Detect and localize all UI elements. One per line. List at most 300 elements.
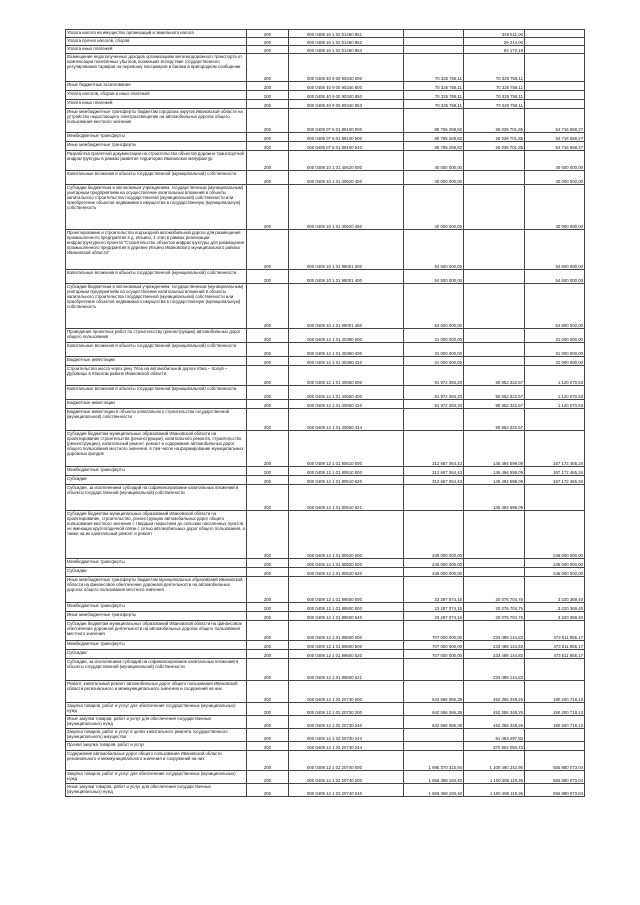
row-budget-code: 000 0409 07 6 01 89100 000 — [289, 109, 404, 133]
row-approved: 70 325 758,11 — [404, 82, 464, 91]
row-budget-code: 000 0409 10 1 01 40620 460 — [289, 185, 404, 230]
row-unexecuted — [525, 30, 585, 38]
table-row — [66, 476, 585, 485]
row-description: Субсидии бюджетам муниципальных образований Ивановской области на проектирование, строительство, реконструкцию автомобильных дорог общего пользования местного значения с твердым покрытием до сельских населенных пунктов, не имеющих круглогодичной связи с сетью автомобильных дорог общего пользования, а также на их капитальный ремонт и ремонт — [66, 511, 247, 559]
row-executed: 233 488 144,83 — [464, 621, 525, 641]
table-row — [66, 559, 585, 568]
row-description: Уплата прочих налогов, сборов — [66, 38, 247, 46]
row-description: Межбюджетные трансферты — [66, 559, 247, 568]
table-row — [66, 659, 585, 681]
row-line-code: 200 — [247, 577, 289, 603]
row-line-code: 200 — [247, 329, 289, 343]
row-approved: 31 000 000,00 — [404, 343, 464, 357]
row-executed: 370 902 050,43 — [464, 742, 525, 751]
row-description: Закупка товаров, работ и услуг для обеспечения государственных (муниципальных) нужд — [66, 771, 247, 784]
row-executed: 145 494 599,09 — [464, 485, 525, 511]
row-budget-code: 000 0409 12 1 01 89500 500 — [289, 603, 404, 612]
row-unexecuted — [525, 82, 585, 91]
row-description: Субсидии бюджетам муниципальных образований Ивановской области на проектирование строительства (реконструкции), капитального ремонта, строительство (реконструкцию), капитальный ремонт, ремонт и содержание автомобильных дорог общего пользования местного значения, в том числе на формирование муниципальных дорожных фондов — [66, 431, 247, 467]
row-description: Субсидии, за исключением субсидий на софинансирование капитальных вложений в объекты государственной (муниципальной) собственности — [66, 485, 247, 511]
row-unexecuted: 167 172 465,34 — [525, 467, 585, 476]
row-line-code: 200 — [247, 621, 289, 641]
row-unexecuted — [525, 409, 585, 431]
row-line-code: 200 — [247, 171, 289, 185]
row-budget-code: 000 0409 12 1 01 89500 540 — [289, 612, 404, 621]
row-executed — [464, 511, 525, 559]
row-executed: 233 488 144,83 — [464, 641, 525, 650]
table-row — [66, 82, 585, 91]
row-approved: 31 000 000,00 — [404, 329, 464, 343]
row-unexecuted: 473 511 855,17 — [525, 641, 585, 650]
row-line-code: 200 — [247, 641, 289, 650]
row-budget-code: 000 0409 12 1 01 89500 000 — [289, 577, 404, 603]
row-line-code: 200 — [247, 54, 289, 82]
row-budget-code: 000 0409 12 1 01 40650 410 — [289, 400, 404, 409]
row-unexecuted: 54 716 558,27 — [525, 142, 585, 151]
table-row — [66, 409, 585, 431]
row-executed: 1 100 488 119,36 — [464, 784, 525, 797]
row-line-code: 200 — [247, 366, 289, 386]
row-unexecuted — [525, 91, 585, 100]
row-unexecuted: 245 000 000,00 — [525, 568, 585, 577]
row-description: Капитальные вложения в объекты государственной (муниципальной) собственности — [66, 386, 247, 400]
row-line-code: 200 — [247, 485, 289, 511]
row-executed: 20 076 704,76 — [464, 577, 525, 603]
row-unexecuted: 40 000 000,00 — [525, 185, 585, 230]
row-budget-code: 000 0409 10 1 01 98001 460 — [289, 284, 404, 329]
row-line-code: 200 — [247, 343, 289, 357]
table-row — [66, 467, 585, 476]
row-unexecuted: 31 000 000,00 — [525, 343, 585, 357]
row-budget-code: 000 0408 40 9 00 90340 850 — [289, 91, 404, 100]
table-row — [66, 185, 585, 230]
row-executed: 452 355 348,26 — [464, 681, 525, 703]
row-description: Возмещение недополученных доходов организациям железнодорожного транспорта от компенсации понесённых убытков, возникших вследствие государственного регулирования тарифов на перевозку пассажиров и багажа в пригородном сообщении — [66, 54, 247, 82]
table-row — [66, 100, 585, 109]
row-line-code: 200 — [247, 729, 289, 742]
row-unexecuted: 555 880 073,04 — [525, 751, 585, 771]
row-description: Бюджетные инвестиции — [66, 357, 247, 366]
budget-execution-table — [65, 29, 584, 797]
row-description: Проектирование и строительство подъездной автомобильной дороги для размещения промышленного предприятия в д. Ильино, 1 этап в рамках реализации инфраструктурного проекта "Строительство объектов инфраструктуры для размещения промышленного предприятия в деревне Ильино Ивановского муниципального района Ивановской области" — [66, 230, 247, 270]
row-budget-code: 000 0409 10 1 01 98001 000 — [289, 230, 404, 270]
row-budget-code: 000 0409 12 1 01 80520 520 — [289, 568, 404, 577]
row-approved: 31 000 000,00 — [404, 357, 464, 366]
row-approved: 707 000 000,00 — [404, 621, 464, 641]
table-row — [66, 650, 585, 659]
row-description: Проведение проектных работ по строительству (реконструкции) автомобильных дорог общего пользования — [66, 329, 247, 343]
row-executed: 145 494 599,09 — [464, 476, 525, 485]
row-description: Иные межбюджетные трансферты бюджетам городских округов Ивановской области на устройство недостающего электроосвещения на автомобильных дорогах общего пользования местного значения — [66, 109, 247, 133]
row-unexecuted: 40 000 000,00 — [525, 171, 585, 185]
row-line-code: 200 — [247, 133, 289, 142]
row-unexecuted: 31 000 000,00 — [525, 357, 585, 366]
row-unexecuted: 54 716 558,27 — [525, 133, 585, 142]
row-description: Межбюджетные трансферты — [66, 467, 247, 476]
row-budget-code: 000 0409 12 1 01 89600 520 — [289, 650, 404, 659]
row-line-code: 200 — [247, 771, 289, 784]
row-executed: 233 488 144,83 — [464, 650, 525, 659]
row-unexecuted — [525, 100, 585, 109]
row-approved: 245 000 000,00 — [404, 559, 464, 568]
row-description: Уплата налогов, сборов и иных платежей — [66, 91, 247, 100]
row-approved: 70 325 758,11 — [404, 54, 464, 82]
row-approved — [404, 485, 464, 511]
table-row — [66, 511, 585, 559]
row-unexecuted: 1 120 070,63 — [525, 400, 585, 409]
row-line-code: 200 — [247, 476, 289, 485]
row-budget-code: 000 0409 12 1 01 89600 521 — [289, 659, 404, 681]
row-budget-code: 000 0409 12 1 02 20730 000 — [289, 681, 404, 703]
table-row — [66, 357, 585, 366]
table-row — [66, 91, 585, 100]
row-executed: 20 076 704,76 — [464, 612, 525, 621]
table-row — [66, 171, 585, 185]
row-unexecuted: 190 200 718,13 — [525, 681, 585, 703]
table-row — [66, 109, 585, 133]
row-unexecuted: 3 220 369,40 — [525, 577, 585, 603]
row-line-code: 200 — [247, 681, 289, 703]
row-line-code: 200 — [247, 409, 289, 431]
row-approved: 245 000 000,00 — [404, 511, 464, 559]
row-unexecuted: 167 172 465,34 — [525, 476, 585, 485]
row-line-code: 200 — [247, 185, 289, 230]
row-budget-code: 000 0409 12 1 01 80520 500 — [289, 559, 404, 568]
row-executed: 145 494 599,09 — [464, 467, 525, 476]
row-budget-code: 000 0409 12 1 01 40390 400 — [289, 343, 404, 357]
table-row — [66, 400, 585, 409]
row-description: Субсидии — [66, 476, 247, 485]
row-unexecuted: 555 880 073,04 — [525, 771, 585, 784]
row-budget-code: 000 0409 12 1 01 80520 000 — [289, 511, 404, 559]
row-approved: 40 000 000,00 — [404, 185, 464, 230]
row-unexecuted: 1 120 070,63 — [525, 366, 585, 386]
row-budget-code: 000 0408 16 1 02 01450 851 — [289, 30, 404, 38]
row-executed — [464, 343, 525, 357]
row-approved: 312 667 064,43 — [404, 431, 464, 467]
row-description: Закупка товаров, работ и услуг в целях капитального ремонта государственного (муниципального) имущества — [66, 729, 247, 742]
row-approved: 312 667 064,43 — [404, 476, 464, 485]
row-line-code: 200 — [247, 568, 289, 577]
row-budget-code: 000 0409 12 1 01 40390 410 — [289, 357, 404, 366]
row-unexecuted — [525, 46, 585, 54]
table-row — [66, 485, 585, 511]
table-row — [66, 612, 585, 621]
row-executed — [464, 568, 525, 577]
row-budget-code: 000 0409 12 1 01 40650 414 — [289, 409, 404, 431]
row-budget-code: 000 0409 10 1 01 40620 400 — [289, 171, 404, 185]
row-unexecuted — [525, 729, 585, 742]
row-executed: 90 852 322,57 — [464, 366, 525, 386]
row-approved — [404, 659, 464, 681]
table-row — [66, 641, 585, 650]
row-line-code: 200 — [247, 230, 289, 270]
table-row — [66, 577, 585, 603]
row-line-code: 200 — [247, 703, 289, 716]
row-line-code: 200 — [247, 742, 289, 751]
row-line-code: 200 — [247, 284, 289, 329]
row-line-code: 200 — [247, 46, 289, 54]
row-approved: 1 695 370 315,94 — [404, 751, 464, 771]
row-line-code: 200 — [247, 151, 289, 171]
table-row — [66, 38, 585, 46]
row-budget-code: 000 0409 12 1 01 80510 521 — [289, 485, 404, 511]
table-row — [66, 46, 585, 54]
row-description: Иные закупки товаров, работ и услуг для обеспечения государственных (муниципальных) нужд — [66, 784, 247, 797]
row-line-code: 200 — [247, 38, 289, 46]
row-line-code: 200 — [247, 109, 289, 133]
row-executed: 145 494 599,09 — [464, 431, 525, 467]
row-executed: 90 852 322,57 — [464, 400, 525, 409]
row-approved: 54 500 000,00 — [404, 230, 464, 270]
row-unexecuted: 245 000 000,00 — [525, 511, 585, 559]
row-executed — [464, 171, 525, 185]
row-description: Строительство моста через реку Тёза на автомобильной дороге Южа – Холуй – Дубовицы в Южском районе Ивановской области — [66, 366, 247, 386]
row-budget-code: 000 0409 12 1 01 80510 520 — [289, 476, 404, 485]
row-executed: 26 039 701,85 — [464, 109, 525, 133]
row-description: Прочая закупка товаров, работ и услуг — [66, 742, 247, 751]
row-approved: 312 667 064,43 — [404, 467, 464, 476]
row-executed — [464, 185, 525, 230]
table-row — [66, 284, 585, 329]
row-line-code: 200 — [247, 30, 289, 38]
row-description: Субсидии бюджетам муниципальных образований Ивановской области на финансовое обеспечение дорожной деятельности на автомобильных дорогах общего пользования местного значения — [66, 621, 247, 641]
row-budget-code: 000 0409 12 1 01 89600 500 — [289, 641, 404, 650]
row-approved: 54 500 000,00 — [404, 270, 464, 284]
table-row — [66, 716, 585, 729]
row-description: Капитальные вложения в объекты государственной (муниципальной) собственности — [66, 343, 247, 357]
row-approved — [404, 409, 464, 431]
row-description: Иные межбюджетные трансферты бюджетам муниципальных образований Ивановской области на финансовое обеспечение дорожной деятельности на автомобильных дорогах общего пользования местного значения — [66, 577, 247, 603]
row-approved — [404, 38, 464, 46]
row-unexecuted: 473 511 855,17 — [525, 650, 585, 659]
table-row — [66, 621, 585, 641]
row-approved: 54 500 000,00 — [404, 284, 464, 329]
row-line-code: 200 — [247, 270, 289, 284]
table-row — [66, 54, 585, 82]
table-row — [66, 568, 585, 577]
row-unexecuted: 190 200 718,13 — [525, 703, 585, 716]
row-approved: 91 972 393,20 — [404, 400, 464, 409]
row-line-code: 200 — [247, 386, 289, 400]
row-budget-code: 000 0409 12 1 02 20730 243 — [289, 729, 404, 742]
row-executed: 1 100 488 119,36 — [464, 771, 525, 784]
row-line-code: 200 — [247, 716, 289, 729]
table-row — [66, 142, 585, 151]
table-row — [66, 386, 585, 400]
row-executed: 92 172,18 — [464, 46, 525, 54]
row-approved: 707 000 000,00 — [404, 650, 464, 659]
row-executed — [464, 329, 525, 343]
row-budget-code: 000 0409 12 1 02 20740 000 — [289, 751, 404, 771]
row-line-code: 200 — [247, 400, 289, 409]
table-row — [66, 270, 585, 284]
row-description: Субсидии бюджетным и автономным учреждениям, государственным (муниципальным) унитарным предприятиям на осуществление капитальных вложений в объекты капитального строительства государственной (муниципальной) собственности или приобретение объектов недвижимого имущества в государственную (муниципальную) собственность — [66, 185, 247, 230]
row-budget-code: 000 0409 12 1 02 20730 244 — [289, 742, 404, 751]
row-approved: 40 000 000,00 — [404, 171, 464, 185]
row-budget-code: 000 0408 16 1 02 01450 853 — [289, 46, 404, 54]
row-unexecuted: 473 511 855,17 — [525, 621, 585, 641]
row-approved: 40 000 000,00 — [404, 151, 464, 171]
row-line-code: 200 — [247, 612, 289, 621]
row-approved: 642 556 066,39 — [404, 681, 464, 703]
row-budget-code: 000 0409 12 1 01 40650 400 — [289, 386, 404, 400]
row-description: Капитальные вложения в объекты государственной (муниципальной) собственности — [66, 171, 247, 185]
row-line-code: 200 — [247, 751, 289, 771]
row-description: Закупка товаров, работ и услуг для обеспечения государственных (муниципальных) нужд — [66, 703, 247, 716]
table-row — [66, 230, 585, 270]
row-budget-code: 000 0409 12 1 02 20740 240 — [289, 784, 404, 797]
row-approved — [404, 729, 464, 742]
row-approved — [404, 46, 464, 54]
row-executed: 1 100 490 242,90 — [464, 751, 525, 771]
row-executed — [464, 230, 525, 270]
row-executed: 90 852 322,57 — [464, 409, 525, 431]
table-row — [66, 784, 585, 797]
row-budget-code: 000 0408 40 9 00 90340 000 — [289, 54, 404, 82]
row-unexecuted — [525, 54, 585, 82]
row-executed: 26 039 701,85 — [464, 133, 525, 142]
row-approved: 245 000 000,00 — [404, 568, 464, 577]
row-approved — [404, 742, 464, 751]
row-unexecuted: 1 120 070,63 — [525, 386, 585, 400]
table-body — [66, 30, 585, 797]
row-unexecuted: 54 500 000,00 — [525, 270, 585, 284]
row-executed: 70 325 758,11 — [464, 91, 525, 100]
table-row — [66, 431, 585, 467]
row-approved: 80 755 259,92 — [404, 109, 464, 133]
row-executed: 26 039 701,85 — [464, 142, 525, 151]
row-line-code: 200 — [247, 142, 289, 151]
row-description: Межбюджетные трансферты — [66, 641, 247, 650]
row-line-code: 200 — [247, 511, 289, 559]
table-row — [66, 30, 585, 38]
row-unexecuted: 54 500 000,00 — [525, 284, 585, 329]
row-unexecuted: 3 220 369,40 — [525, 612, 585, 621]
row-budget-code: 000 0409 10 1 01 98001 400 — [289, 270, 404, 284]
row-budget-code: 000 0409 07 6 01 89100 540 — [289, 142, 404, 151]
row-description: Разработка проектной документации на строительство объектов дорожно-транспортной инфраструктуры в рамках развития территории Ивановских мануфактур — [66, 151, 247, 171]
row-description: Иные бюджетные ассигнования — [66, 82, 247, 91]
table-row — [66, 703, 585, 716]
row-line-code: 200 — [247, 784, 289, 797]
table-row — [66, 729, 585, 742]
row-executed: 452 355 348,26 — [464, 716, 525, 729]
row-approved: 23 297 074,16 — [404, 612, 464, 621]
row-budget-code: 000 0408 40 9 00 90340 853 — [289, 100, 404, 109]
row-line-code: 200 — [247, 431, 289, 467]
row-executed: 70 325 758,11 — [464, 82, 525, 91]
table-row — [66, 366, 585, 386]
row-budget-code: 000 0409 12 1 02 20740 200 — [289, 771, 404, 784]
row-budget-code: 000 0408 16 1 02 01450 852 — [289, 38, 404, 46]
row-description: Уплата иных платежей — [66, 100, 247, 109]
row-line-code: 200 — [247, 650, 289, 659]
row-budget-code: 000 0409 12 1 02 20730 200 — [289, 703, 404, 716]
table-row — [66, 681, 585, 703]
row-executed — [464, 357, 525, 366]
row-budget-code: 000 0409 10 1 01 40620 000 — [289, 151, 404, 171]
row-description: Межбюджетные трансферты — [66, 603, 247, 612]
row-executed: 233 488 144,83 — [464, 659, 525, 681]
row-unexecuted — [525, 659, 585, 681]
row-unexecuted: 555 880 073,04 — [525, 784, 585, 797]
row-description: Бюджетные инвестиции — [66, 400, 247, 409]
row-executed: 20 076 704,76 — [464, 603, 525, 612]
row-executed: 349 511,00 — [464, 30, 525, 38]
row-unexecuted — [525, 485, 585, 511]
row-budget-code: 000 0409 07 6 01 89100 500 — [289, 133, 404, 142]
row-approved: 23 297 074,16 — [404, 603, 464, 612]
table-row — [66, 603, 585, 612]
table-row — [66, 742, 585, 751]
row-budget-code: 000 0409 12 1 01 89600 000 — [289, 621, 404, 641]
row-approved: 23 297 074,16 — [404, 577, 464, 603]
row-line-code: 200 — [247, 659, 289, 681]
row-description: Субсидии, за исключением субсидий на софинансирование капитальных вложений в объекты государственной (муниципальной) собственности — [66, 659, 247, 681]
row-description: Содержание автомобильных дорог общего пользования Ивановской области регионального и межмуниципального значения и сооружений на них — [66, 751, 247, 771]
row-description: Уплата налога на имущество организаций и земельного налога — [66, 30, 247, 38]
row-line-code: 200 — [247, 100, 289, 109]
row-description: Ремонт, капитальный ремонт автомобильных дорог общего пользования Ивановской области регионального и межмуниципального значения и сооружений на них — [66, 681, 247, 703]
row-approved: 1 656 368 193,40 — [404, 784, 464, 797]
row-unexecuted: 31 000 000,00 — [525, 329, 585, 343]
row-unexecuted: 40 000 000,00 — [525, 151, 585, 171]
row-executed — [464, 559, 525, 568]
row-executed: 90 852 322,57 — [464, 386, 525, 400]
row-description: Уплата иных платежей — [66, 46, 247, 54]
row-approved: 1 656 368 193,40 — [404, 771, 464, 784]
row-description: Капитальные вложения в объекты государственной (муниципальной) собственности — [66, 270, 247, 284]
row-executed: 70 325 758,11 — [464, 100, 525, 109]
table-row — [66, 151, 585, 171]
row-budget-code: 000 0409 12 1 01 40390 000 — [289, 329, 404, 343]
row-description: Субсидии — [66, 568, 247, 577]
table-row — [66, 343, 585, 357]
row-approved: 707 000 000,00 — [404, 641, 464, 650]
row-unexecuted — [525, 742, 585, 751]
row-approved: 91 972 393,20 — [404, 386, 464, 400]
row-description: Иные закупки товаров, работ и услуг для обеспечения государственных (муниципальных) нужд — [66, 716, 247, 729]
row-description: Межбюджетные трансферты — [66, 133, 247, 142]
row-unexecuted — [525, 38, 585, 46]
row-budget-code: 000 0408 40 9 00 90340 800 — [289, 82, 404, 91]
row-description: Бюджетные инвестиции в объекты капитального строительства государственной (муниципальной) собственности — [66, 409, 247, 431]
row-line-code: 200 — [247, 357, 289, 366]
row-approved: 91 972 393,20 — [404, 366, 464, 386]
table-row — [66, 751, 585, 771]
row-budget-code: 000 0409 12 1 01 80510 000 — [289, 431, 404, 467]
row-executed — [464, 151, 525, 171]
row-line-code: 200 — [247, 91, 289, 100]
table-row — [66, 133, 585, 142]
row-approved: 70 325 758,11 — [404, 100, 464, 109]
row-executed: 70 325 758,11 — [464, 54, 525, 82]
row-description: Субсидии бюджетным и автономным учреждениям, государственным (муниципальным) унитарным предприятиям на осуществление капитальных вложений в объекты капитального строительства государственной (муниципальной) собственности или приобретение объектов недвижимого имущества в государственную (муниципальную) собственность — [66, 284, 247, 329]
row-unexecuted: 54 716 558,27 — [525, 109, 585, 133]
row-line-code: 200 — [247, 82, 289, 91]
row-executed — [464, 270, 525, 284]
row-approved: 642 556 066,39 — [404, 703, 464, 716]
row-approved — [404, 30, 464, 38]
row-budget-code: 000 0409 12 1 02 20730 240 — [289, 716, 404, 729]
row-executed — [464, 284, 525, 329]
row-approved: 80 755 259,92 — [404, 133, 464, 142]
row-budget-code: 000 0409 12 1 01 80510 500 — [289, 467, 404, 476]
row-budget-code: 000 0409 12 1 01 40650 000 — [289, 366, 404, 386]
row-line-code: 200 — [247, 467, 289, 476]
row-executed: 452 355 348,26 — [464, 703, 525, 716]
